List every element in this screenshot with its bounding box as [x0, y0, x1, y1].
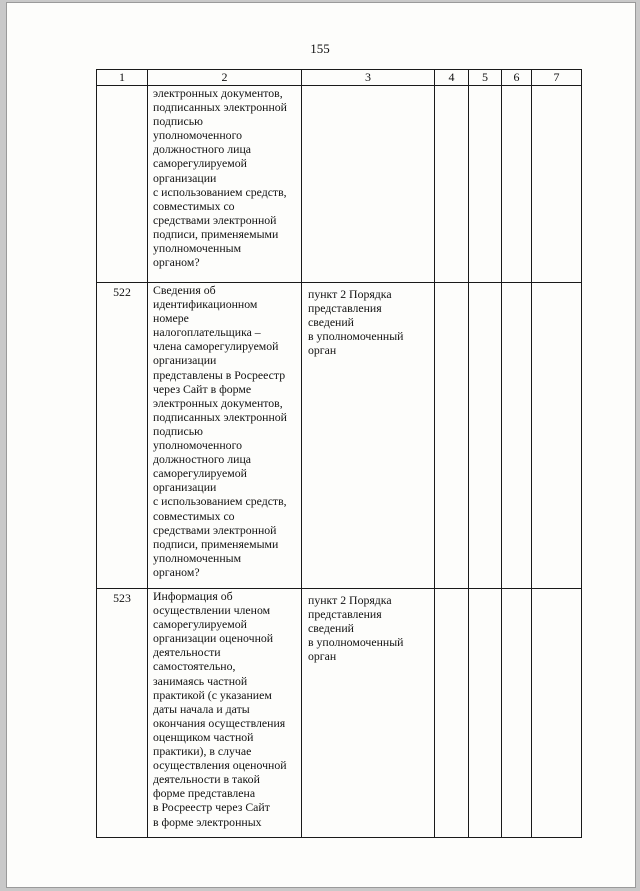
- description-line: подписи, применяемыми: [153, 536, 279, 551]
- description-line: уполномоченного: [153, 438, 243, 453]
- description-line: окончания осуществления: [153, 715, 286, 730]
- description-line: подписанных электронной: [153, 100, 287, 115]
- description-line: организации: [153, 480, 217, 495]
- reference-line: орган: [308, 343, 337, 358]
- column-header: 4: [435, 70, 469, 86]
- reference-line: в уполномоченный: [308, 329, 404, 344]
- reference-line: пункт 2 Порядка: [308, 593, 392, 607]
- description-line: электронных документов,: [153, 395, 283, 410]
- description-line: представлены в Росреестр: [153, 367, 286, 382]
- description-line: средствами электронной: [153, 212, 277, 227]
- reference-line: пункт 2 Порядка: [308, 287, 392, 301]
- reference-line: орган: [308, 649, 337, 664]
- description-line: саморегулируемой: [153, 156, 247, 171]
- table-row: [97, 86, 582, 283]
- description-line: идентификационном: [153, 297, 258, 312]
- checklist-table: [96, 69, 582, 838]
- description-line: уполномоченным: [153, 550, 242, 565]
- description-line: органом?: [153, 255, 200, 270]
- column-header: 6: [502, 70, 532, 86]
- reference-line: представления: [308, 607, 382, 622]
- column-header: 5: [469, 70, 502, 86]
- description-line: практикой (с указанием: [153, 687, 272, 702]
- requirement-description: [148, 86, 302, 283]
- empty-cell: [532, 589, 582, 838]
- description-line: даты начала и даты: [153, 701, 250, 716]
- description-line: занимаясь частной: [153, 673, 248, 688]
- table-row: [97, 283, 582, 589]
- empty-cell: [532, 283, 582, 589]
- description-line: организации: [153, 170, 217, 185]
- description-line: совместимых со: [153, 198, 235, 213]
- description-line: оценщиком частной: [153, 729, 254, 744]
- reference-line: сведений: [308, 315, 354, 330]
- legal-reference: [302, 86, 435, 283]
- description-line: налогоплательщика –: [153, 325, 261, 340]
- empty-cell: [435, 86, 469, 283]
- empty-cell: [532, 86, 582, 283]
- empty-cell: [502, 86, 532, 283]
- description-line: осуществления оценочной: [153, 758, 287, 773]
- description-line: подписью: [153, 423, 203, 438]
- description-line: осуществлении членом: [153, 603, 271, 618]
- row-number: 523: [97, 589, 148, 838]
- description-line: подписанных электронной: [153, 409, 287, 424]
- reference-line: сведений: [308, 621, 354, 636]
- description-line: через Сайт в форме: [153, 381, 252, 396]
- description-line: должностного лица: [153, 452, 252, 467]
- description-line: подписью: [153, 114, 203, 129]
- header-row: [97, 70, 582, 86]
- description-line: должностного лица: [153, 142, 252, 157]
- description-line: средствами электронной: [153, 522, 277, 537]
- column-header: 7: [532, 70, 582, 86]
- description-line: самостоятельно,: [153, 659, 236, 674]
- description-line: деятельности: [153, 645, 221, 660]
- description-line: практики), в случае: [153, 744, 252, 759]
- description-line: номере: [153, 311, 189, 326]
- empty-cell: [469, 86, 502, 283]
- description-line: с использованием средств,: [153, 184, 287, 199]
- requirement-description: [148, 589, 302, 838]
- description-line: подписи, применяемыми: [153, 226, 279, 241]
- description-line: совместимых со: [153, 508, 235, 523]
- description-line: электронных документов,: [153, 86, 283, 100]
- empty-cell: [502, 589, 532, 838]
- column-header: 2: [148, 70, 302, 86]
- description-line: органом?: [153, 564, 200, 579]
- description-line: организации оценочной: [153, 631, 274, 646]
- legal-reference: [302, 283, 435, 589]
- empty-cell: [502, 283, 532, 589]
- empty-cell: [469, 283, 502, 589]
- empty-cell: [435, 283, 469, 589]
- description-line: саморегулируемой: [153, 466, 247, 481]
- column-header: 3: [302, 70, 435, 86]
- description-line: в Росреестр через Сайт: [153, 800, 270, 815]
- legal-reference: [302, 589, 435, 838]
- requirement-description: [148, 283, 302, 589]
- description-line: саморегулируемой: [153, 617, 247, 632]
- description-line: Сведения об: [153, 283, 216, 297]
- description-line: в форме электронных: [153, 814, 262, 829]
- table-row: [97, 589, 582, 838]
- column-header: 1: [97, 70, 148, 86]
- description-line: организации: [153, 353, 217, 368]
- reference-line: представления: [308, 301, 382, 316]
- description-line: деятельности в такой: [153, 772, 260, 787]
- reference-line: в уполномоченный: [308, 635, 404, 650]
- empty-cell: [435, 589, 469, 838]
- description-line: уполномоченным: [153, 241, 242, 256]
- page-number: 155: [310, 41, 330, 56]
- empty-cell: [469, 589, 502, 838]
- description-line: члена саморегулируемой: [153, 339, 279, 354]
- row-number: 522: [97, 283, 148, 589]
- description-line: с использованием средств,: [153, 494, 287, 509]
- row-number: [97, 86, 148, 283]
- description-line: уполномоченного: [153, 128, 243, 143]
- description-line: форме представлена: [153, 786, 256, 801]
- description-line: Информация об: [153, 589, 233, 603]
